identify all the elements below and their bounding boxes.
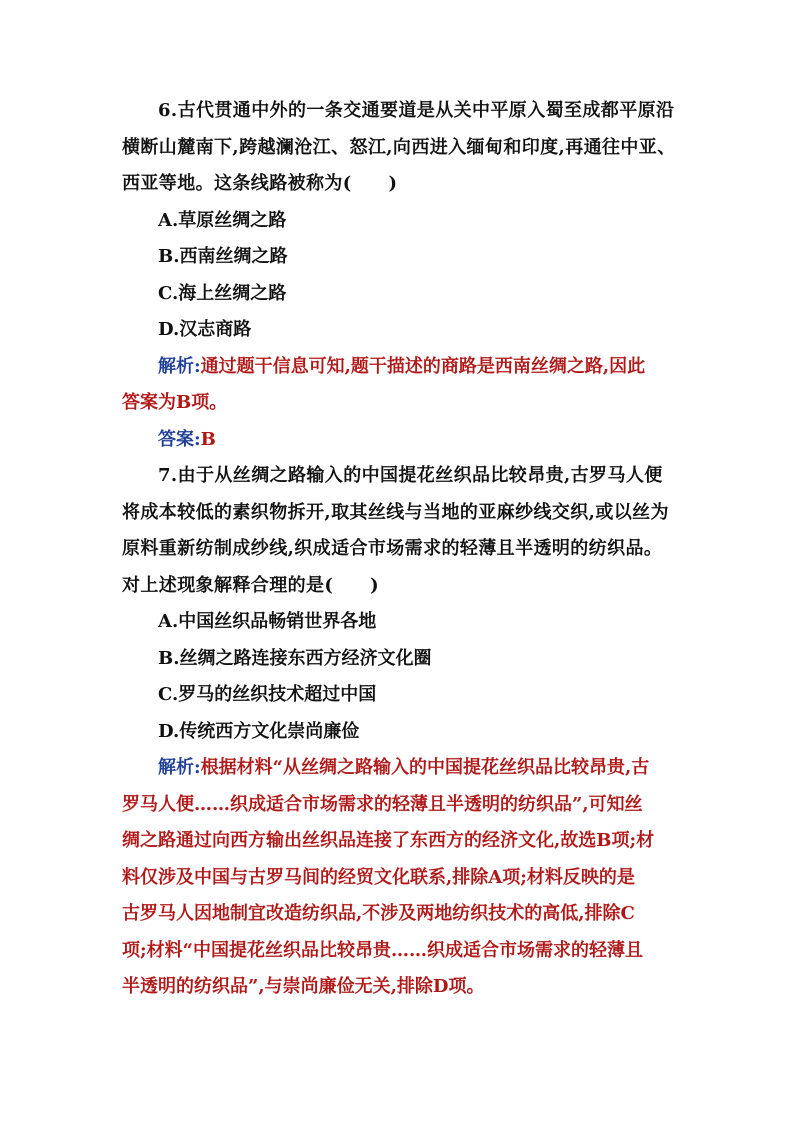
option-b: B.西南丝绸之路	[158, 246, 288, 267]
analysis-text: 料仅涉及中国与古罗马间的经贸文化联系,排除A项;材料反映的是	[122, 866, 635, 888]
question-stem-line: 6.古代贯通中外的一条交通要道是从关中平原入蜀至成都平原沿	[158, 100, 675, 121]
analysis-text: 根据材料“从丝绸之路输入的中国提花丝织品比较昂贵,古	[200, 757, 650, 778]
question-stem-line: 将成本较低的素织物拆开,取其丝线与当地的亚麻纱线交织,或以丝为	[122, 501, 669, 523]
question-stem-line: 西亚等地。这条线路被称为( )	[122, 173, 398, 194]
answer-line	[122, 422, 678, 459]
option-d: D.汉志商路	[158, 319, 252, 340]
question-stem-line: 原料重新纺制成纱线,织成适合市场需求的轻薄且半透明的纺织品。	[122, 538, 663, 559]
analysis-text: 答案为B项。	[122, 392, 228, 413]
analysis-text: 通过题干信息可知,题干描述的商路是西南丝绸之路,因此	[200, 355, 646, 377]
analysis-text: 绸之路通过向西方输出丝织品连接了东西方的经济文化,故选B项;材	[122, 830, 655, 851]
analysis-text: 项;材料“中国提花丝织品比较昂贵……织成适合市场需求的轻薄且	[122, 939, 643, 961]
analysis-label: 解析:	[158, 757, 201, 778]
answer-label: 答案:	[158, 428, 201, 450]
question-7	[122, 458, 678, 1006]
option-c: C.海上丝绸之路	[158, 282, 287, 304]
analysis-label: 解析:	[158, 355, 201, 377]
question-stem-line: 横断山麓南下,跨越澜沧江、怒江,向西进入缅甸和印度,再通往中亚、	[122, 136, 676, 158]
analysis-line	[122, 349, 678, 386]
analysis-text: 半透明的纺织品”,与崇尚廉俭无关,排除D项。	[122, 976, 485, 997]
analysis-line	[122, 750, 678, 787]
document-page	[122, 93, 678, 1006]
option-b: B.丝绸之路连接东西方经济文化圈	[158, 647, 432, 669]
option-a: A.草原丝绸之路	[158, 209, 287, 231]
question-6	[122, 93, 678, 458]
question-stem-line: 对上述现象解释合理的是( )	[122, 574, 380, 596]
analysis-text: 罗马人便……织成适合市场需求的轻薄且半透明的纺织品”,可知丝	[122, 793, 643, 815]
analysis-text: 古罗马人因地制宜改造纺织品,不涉及两地纺织技术的高低,排除C	[122, 903, 635, 924]
option-c: C.罗马的丝织技术超过中国	[158, 684, 377, 705]
answer-value: B	[200, 428, 216, 450]
question-stem-line: 7.由于从丝绸之路输入的中国提花丝织品比较昂贵,古罗马人便	[158, 465, 663, 486]
option-d: D.传统西方文化崇尚廉俭	[158, 720, 360, 742]
option-a: A.中国丝织品畅销世界各地	[158, 611, 377, 632]
